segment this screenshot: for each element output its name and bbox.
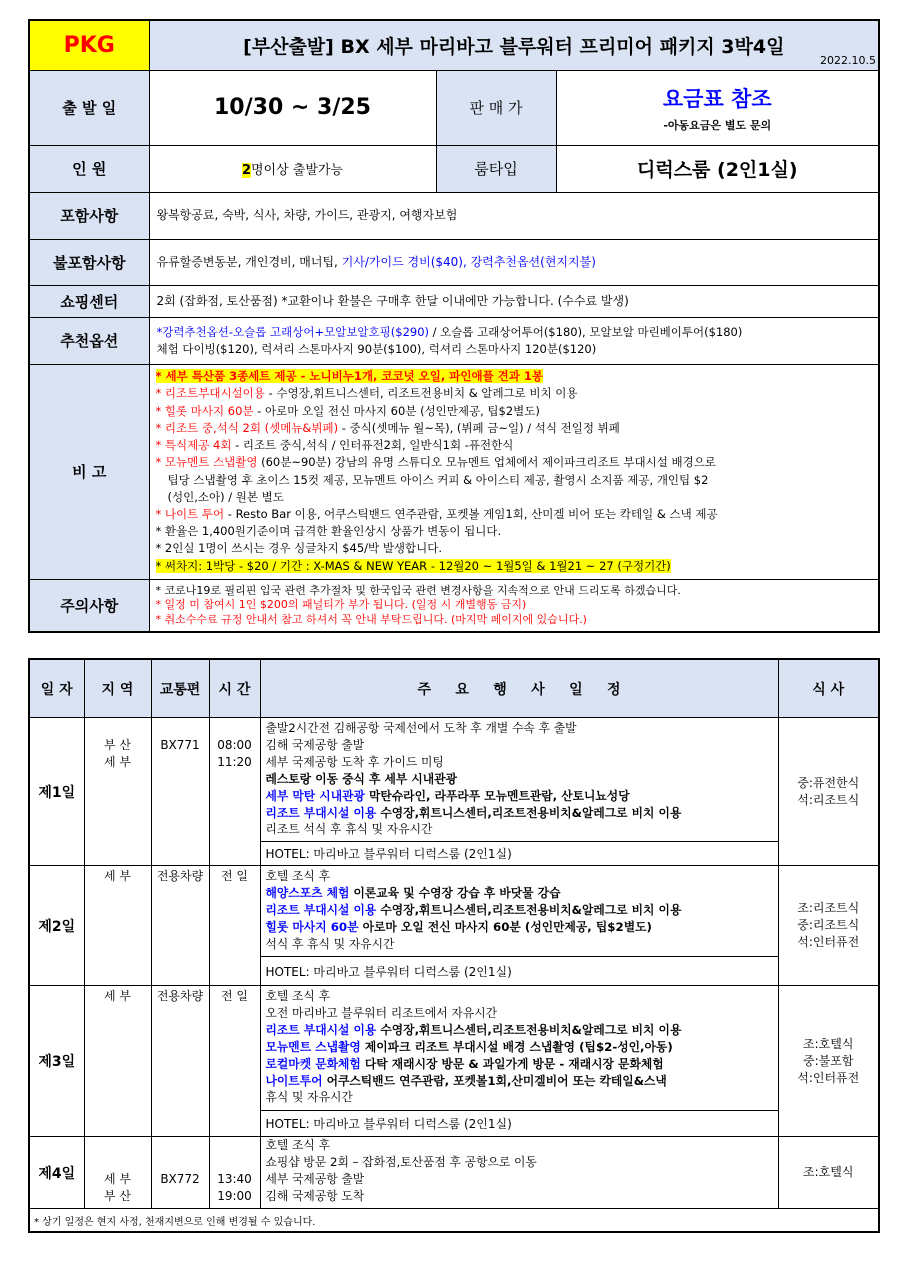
price-label: 판 매 가 [436, 70, 556, 145]
day1-meals [778, 718, 879, 866]
day1-region-2: 세 부 [104, 755, 131, 769]
day1-flight [151, 718, 209, 866]
day2-transport: 전용차량 [151, 866, 209, 986]
day2-meal-1: 조:리조트식 [797, 901, 860, 915]
day1-region-1: 부 산 [104, 738, 131, 752]
day4-act-4: 김해 국제공항 도착 [265, 1188, 365, 1203]
day1-meal-1: 중:퓨전한식 [797, 775, 860, 790]
day2-activities [260, 866, 778, 957]
day4-activities [260, 1137, 778, 1209]
note-special-title: * 특식제공 4회 [155, 438, 232, 453]
note-night: - Resto Bar 이용, 어쿠스틱밴드 연주관람, 포켓볼 게임1회, 산미겔 비어 또는 칵테일 & 스낵 제공 [224, 506, 718, 521]
options-recommended: *강력추천옵션-오슬롭 고래상어+모알보알호핑($290) [156, 324, 429, 339]
day2-act-3: 수영장,휘트니스센터,리조트전용비치&알레그로 비치 이용 [376, 902, 682, 917]
day3-meal-1: 조:호텔식 [803, 1036, 854, 1051]
doc-date: 2022.10.5 [820, 53, 877, 67]
day3-meal-3: 석:인터퓨전 [797, 1070, 860, 1085]
day3-region: 세 부 [84, 986, 151, 1137]
day2-label: 제2일 [29, 866, 84, 986]
note-meal: - 중식(셋메뉴 월~목), (뷔페 금~일) / 석식 전일정 뷔페 [338, 420, 620, 435]
caution-label: 주의사항 [29, 579, 149, 632]
day1-act-2: 김해 국제공항 출발 [265, 737, 365, 752]
day3-activities [260, 986, 778, 1111]
package-title-cell [149, 20, 879, 70]
day3-meals [778, 986, 879, 1137]
col-day: 일 자 [29, 659, 84, 718]
day4-region [84, 1137, 151, 1209]
day3-act-4-title: 모뉴멘트 스냅촬영 [265, 1039, 361, 1054]
day1-act-7: 리조트 석식 후 휴식 및 자유시간 [265, 822, 433, 837]
day2-region: 세 부 [84, 866, 151, 986]
day2-act-4-title: 힐롯 마사지 60분 [265, 919, 359, 934]
note-snap-2: 팁당 스냅촬영 후 초이스 15컷 제공, 모뉴멘트 아이스 커피 & 아이스티 제공, 촬영시 소지품 제공, 개인팁 $2 [167, 472, 709, 487]
excluded-cell [149, 239, 879, 285]
note-snap-title: * 모뉴멘트 스냅촬영 [155, 455, 258, 470]
shopping-label: 쇼핑센터 [29, 285, 149, 317]
day3-transport: 전용차량 [151, 986, 209, 1137]
col-time: 시 간 [209, 659, 260, 718]
excluded-label: 불포함사항 [29, 239, 149, 285]
options-cell [149, 317, 879, 364]
caution-cell [149, 579, 879, 632]
day4-act-3: 세부 국제공항 출발 [265, 1171, 365, 1186]
options-rest: / 오슬롭 고래상어투어($180), 모알보알 마린베이투어($180) [429, 324, 743, 339]
notes-cell [149, 364, 879, 579]
day3-act-4: 제이파크 리조트 부대시설 배경 스냅촬영 (팁$2-성인,아동) [360, 1039, 673, 1054]
day4-time [209, 1137, 260, 1209]
package-title: [부산출발] BX 세부 마리바고 블루워터 프리미어 패키지 3박4일 [243, 35, 785, 58]
options-line2: 체험 다이빙($120), 럭셔리 스톤마사지 90분($100), 럭셔리 스톤마사지 120분($120) [156, 341, 597, 356]
day1-act-4: 레스토랑 이동 중식 후 세부 시내관광 [265, 771, 457, 786]
day4-time-2: 19:00 [217, 1189, 252, 1203]
day4-time-1: 13:40 [217, 1172, 252, 1186]
col-activities: 주 요 행 사 일 정 [260, 659, 778, 718]
day4-meal-1: 조:호텔식 [803, 1165, 854, 1179]
day3-act-2: 오전 마리바고 블루워터 리조트에서 자유시간 [265, 1005, 498, 1020]
note-massage: - 아로마 오일 전신 마사지 60분 (성인만제공, 팁$2별도) [253, 403, 540, 418]
room-label: 룸타입 [436, 145, 556, 192]
note-gift: * 세부 특산품 3종세트 제공 - 노니비누1개, 코코넛 오일, 파인애플 견과 1봉 [155, 369, 544, 384]
day3-act-5-title: 로컬마켓 문화체험 [265, 1056, 361, 1071]
price-cell [556, 70, 879, 145]
day3-act-6-title: 나이트투어 [265, 1073, 323, 1088]
day4-flight-no: BX772 [160, 1172, 200, 1186]
day4-flight [151, 1137, 209, 1209]
note-surcharge: * 써차지: 1박당 - $20 / 기간 : X-MAS & NEW YEAR - 12월20 ~ 1월5일 & 1월21 ~ 27 (구정기간) [155, 558, 671, 573]
day1-act-5: 막탄슈라인, 라푸라푸 모뉴멘트관람, 산토니뇨성당 [364, 788, 630, 803]
note-facility: - 수영장,휘트니스센터, 리조트전용비치 & 알레그로 비치 이용 [264, 386, 578, 401]
col-transport: 교통편 [151, 659, 209, 718]
note-night-title: * 나이트 투어 [155, 506, 225, 521]
day2-act-2-title: 해양스포츠 체험 [265, 885, 350, 900]
day2-hotel: HOTEL: 마리바고 블루워터 디럭스룸 (2인1실) [260, 957, 778, 986]
day2-meals [778, 866, 879, 986]
day1-act-6-title: 리조트 부대시설 이용 [265, 805, 377, 820]
excluded-highlight: 기사/가이드 경비($40), 강력추천옵션(현지지불) [341, 254, 596, 269]
day3-act-7: 휴식 및 자유시간 [265, 1090, 353, 1105]
day1-region [84, 718, 151, 866]
day4-act-2: 쇼핑샵 방문 2회 – 잡화점,토산품점 후 공항으로 이동 [265, 1154, 537, 1169]
day4-act-1: 호텔 조식 후 [265, 1138, 330, 1152]
day4-region-2: 부 산 [104, 1189, 131, 1203]
itinerary-table [28, 658, 880, 1233]
day2-meal-3: 석:인터퓨전 [797, 935, 860, 949]
notes-label: 비 고 [29, 364, 149, 579]
caution-penalty: * 일정 미 참여시 1인 $200의 패널티가 부가 됩니다. (일정 시 개별행동 금지) [155, 598, 527, 611]
people-label: 인 원 [29, 145, 149, 192]
col-meal: 식 사 [778, 659, 879, 718]
note-snap: (60분~90분) 강남의 유명 스튜디오 모뉴멘트 업체에서 제이파크리조트 부대시설 배경으로 [257, 455, 716, 470]
day1-act-3: 세부 국제공항 도착 후 가이드 미팅 [265, 754, 444, 769]
shopping-value: 2회 (잡화점, 토산품점) *교환이나 환불은 구매후 한달 이내에만 가능합니다. (수수료 발생) [149, 285, 879, 317]
departure-value: 10/30 ~ 3/25 [149, 70, 436, 145]
day4-region-1: 세 부 [104, 1172, 131, 1186]
excluded-value: 유류할증변동분, 개인경비, 매너팁, [156, 254, 342, 269]
day2-act-2: 이론교육 및 수영장 강습 후 바닷물 강습 [349, 885, 561, 900]
price-value: 요금표 참조 [662, 86, 772, 111]
day3-label: 제3일 [29, 986, 84, 1137]
pkg-badge: PKG [29, 20, 149, 70]
day2-act-1: 호텔 조식 후 [265, 869, 330, 883]
day3-time: 전 일 [209, 986, 260, 1137]
options-label: 추천옵션 [29, 317, 149, 364]
people-num: 2 [241, 163, 251, 178]
day1-act-1: 출발2시간전 김해공항 국제선에서 도착 후 개별 수속 후 출발 [265, 721, 577, 735]
note-single: * 2인실 1명이 쓰시는 경우 싱글차지 $45/박 발생합니다. [155, 541, 443, 556]
day1-time-1: 08:00 [217, 738, 252, 752]
day1-meal-2: 석:리조트식 [797, 792, 860, 807]
note-snap-3: (성인,소아) / 원본 별도 [167, 489, 284, 504]
day2-time: 전 일 [209, 866, 260, 986]
caution-covid: * 코로나19로 필리핀 입국 관련 추가절차 및 한국입국 관련 변경사항을 지속적으로 안내 드리도록 하겠습니다. [155, 583, 681, 597]
people-value: 명이상 출발가능 [251, 163, 344, 178]
departure-label: 출 발 일 [29, 70, 149, 145]
day2-meal-2: 중:리조트식 [797, 918, 860, 932]
note-meal-title: * 리조트 중,석식 2회 (셋메뉴&뷔페) [155, 420, 339, 435]
day3-act-1: 호텔 조식 후 [265, 989, 330, 1003]
schedule-footnote: * 상기 일정은 현지 사정, 천재지변으로 인해 변경될 수 있습니다. [29, 1209, 879, 1233]
day1-act-5-title: 세부 막탄 시내관광 [265, 788, 365, 803]
included-label: 포함사항 [29, 192, 149, 239]
day1-flight-no: BX771 [160, 738, 200, 752]
note-special: - 리조트 중식,석식 / 인터퓨전2회, 일반식1회 -퓨전한식 [231, 438, 514, 453]
day1-act-6: 수영장,휘트니스센터,리조트전용비치&알레그로 비치 이용 [376, 805, 682, 820]
day1-time [209, 718, 260, 866]
package-info-table [28, 19, 880, 633]
day3-act-5: 다탁 재래시장 방문 & 과일가게 방문 - 재래시장 문화체험 [360, 1056, 664, 1071]
day1-hotel: HOTEL: 마리바고 블루워터 디럭스룸 (2인1실) [260, 842, 778, 866]
price-note: -아동요금은 별도 문의 [663, 118, 772, 132]
day1-label: 제1일 [29, 718, 84, 866]
day1-activities [260, 718, 778, 842]
day2-act-3-title: 리조트 부대시설 이용 [265, 902, 377, 917]
day3-act-6: 어쿠스틱밴드 연주관람, 포켓볼1회,산미겔비어 또는 칵테일&스낵 [322, 1073, 667, 1088]
day2-act-5: 석식 후 휴식 및 자유시간 [265, 936, 395, 951]
note-exchange: * 환율은 1,400원기준이며 급격한 환율인상시 상품가 변동이 됩니다. [155, 524, 502, 539]
people-cell [149, 145, 436, 192]
day2-act-4: 아로마 오일 전신 마사지 60분 (성인만제공, 팁$2별도) [358, 919, 652, 934]
day4-label: 제4일 [29, 1137, 84, 1209]
day1-time-2: 11:20 [217, 755, 252, 769]
col-region: 지 역 [84, 659, 151, 718]
day3-act-3: 수영장,휘트니스센터,리조트전용비치&알레그로 비치 이용 [376, 1022, 682, 1037]
included-value: 왕복항공료, 숙박, 식사, 차량, 가이드, 관광지, 여행자보험 [149, 192, 879, 239]
note-facility-title: * 리조트부대시설이용 [155, 386, 265, 401]
note-massage-title: * 힐롯 마사지 60분 [155, 403, 254, 418]
day3-meal-2: 중:불포함 [803, 1053, 854, 1068]
caution-cancel: * 취소수수료 규정 안내서 참고 하셔서 꼭 안내 부탁드립니다. (마지막 페이지에 있습니다.) [155, 612, 587, 626]
day3-hotel: HOTEL: 마리바고 블루워터 디럭스룸 (2인1실) [260, 1111, 778, 1137]
day4-meals [778, 1137, 879, 1209]
room-value: 디럭스룸 (2인1실) [556, 145, 879, 192]
day3-act-3-title: 리조트 부대시설 이용 [265, 1022, 377, 1037]
